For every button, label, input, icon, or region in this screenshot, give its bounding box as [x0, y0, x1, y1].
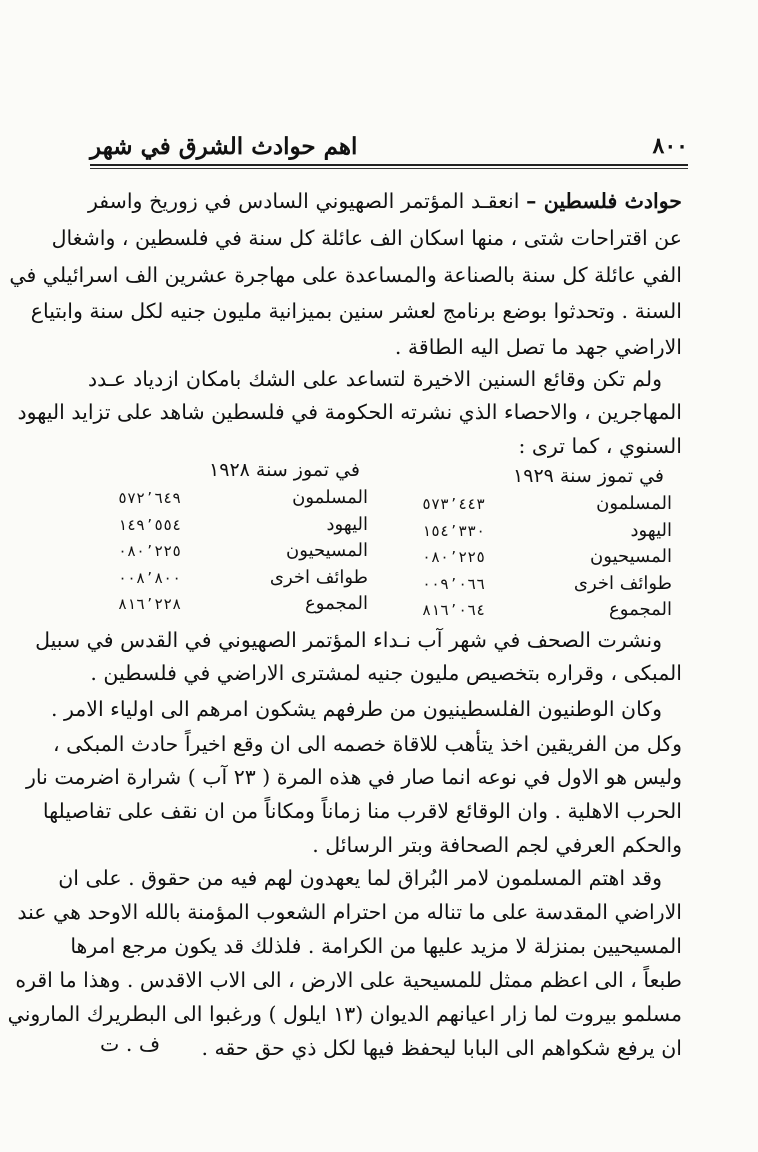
text-span: انعقـد المؤتمر الصهيوني السادس في زوريخ واسفر	[88, 189, 527, 213]
text-line: وليس هو الاول في نوعه انما صار في هذه المرة ( ٢٣ آب ) شرارة اضرمت نار	[25, 765, 682, 789]
text-line	[88, 183, 682, 219]
stat-row	[118, 538, 368, 565]
stat-row	[118, 485, 368, 512]
text-line: الفي عائلة كل سنة بالصناعة والمساعدة على مهاجرة عشرين الف اسرائيلي في	[9, 263, 682, 287]
text-line: الحرب الاهلية . وان الوقائع لاقرب منا زماناً ومكاناً من ان نقف على تفاصيلها	[42, 799, 682, 823]
header-rule-thin	[90, 168, 688, 169]
page-header	[90, 128, 688, 164]
stat-row	[422, 597, 672, 624]
text-line: وكان الوطنيون الفلسطينيون من طرفهم يشكون امرهم الى اولياء الامر .	[50, 697, 662, 721]
stat-value: ٠٨٠٬٢٢٥	[422, 548, 486, 566]
section-lead: حوادث فلسطين –	[526, 189, 682, 213]
stat-row	[422, 491, 672, 518]
stat-value: ٨١٦٬٠٦٤	[422, 601, 486, 619]
stat-row	[422, 544, 672, 571]
stat-row	[118, 512, 368, 539]
text-line: ونشرت الصحف في شهر آب نـداء المؤتمر الصهيوني في القدس في سبيل	[35, 628, 662, 652]
stat-value: ١٥٤٬٣٣٠	[422, 521, 486, 540]
text-line: مسلمو بيروت لما زار اعيانهم الديوان (١٣ ايلول ) ورغبوا الى البطريرك الماروني	[7, 1002, 682, 1026]
stat-row	[422, 571, 672, 598]
stat-label: طوائف اخرى	[573, 572, 672, 594]
stat-label: المجموع	[305, 593, 368, 614]
stat-label: اليهود	[630, 519, 672, 541]
population-statistics	[118, 455, 672, 620]
text-line: عن اقتراحات شتى ، منها اسكان الف عائلة كل سنة في فلسطين ، واشغال	[51, 226, 682, 250]
text-line: الاراضي المقدسة على ما تناله من احترام الشعوب المؤمنة بالله الاوحد هي عند	[17, 900, 682, 924]
stat-row	[422, 518, 672, 545]
text-line: المهاجرين ، والاحصاء الذي نشرته الحكومة في فلسطين شاهد على تزايد اليهود	[17, 400, 682, 424]
page-number: ٨٠٠	[652, 133, 688, 159]
text-line: المبكى ، وقراره بتخصيص مليون جنيه لمشترى الاراضي في فلسطين .	[90, 661, 682, 685]
header-rule	[90, 164, 688, 166]
running-title: اهم حوادث الشرق في شهر	[90, 132, 358, 160]
stat-row	[118, 565, 368, 592]
stat-row	[118, 591, 368, 618]
text-line: السنة . وتحدثوا بوضع برنامج لعشر سنين بميزانية مليون جنيه لكل سنة وابتياع	[30, 299, 682, 323]
stat-value: ٥٧٣٬٤٤٣	[422, 495, 486, 513]
text-line: السنوي ، كما ترى :	[518, 434, 682, 458]
stats-heading: في تموز سنة ١٩٢٩	[513, 465, 664, 487]
stat-value: ٨١٦٬٢٢٨	[118, 595, 182, 613]
stat-label: اليهود	[326, 513, 368, 535]
stat-label: طوائف اخرى	[269, 566, 368, 588]
stat-label: المسلمون	[292, 487, 368, 508]
text-line: المسيحيين بمنزلة لا مزيد عليها من الكرامة . فلذلك قد يكون مرجع امرها	[70, 934, 682, 958]
text-line: وكل من الفريقين اخذ يتأهب للاقاة خصمه الى ان وقع اخيراً حادث المبكى ،	[52, 732, 682, 756]
text-line: ولم تكن وقائع السنين الاخيرة لتساعد على الشك بامكان ازدياد عـدد	[88, 367, 662, 391]
stat-value: ٠٠٨٬٨٠٠	[118, 568, 182, 587]
text-line: والحكم العرفي لجم الصحافة وبتر الرسائل .	[312, 833, 682, 857]
stat-label: المسلمون	[596, 493, 672, 514]
stat-label: المسيحيون	[590, 546, 672, 567]
stat-label: المجموع	[609, 599, 672, 620]
text-line: الاراضي جهد ما تصل اليه الطاقة .	[394, 335, 682, 359]
text-line: وقد اهتم المسلمون لامر البُراق لما يعهدون لهم فيه من حقوق . على ان	[58, 866, 662, 890]
author-initials: ف . ت	[100, 1032, 161, 1056]
stats-1928	[118, 455, 368, 620]
stat-value: ٠٨٠٬٢٢٥	[118, 542, 182, 560]
stat-label: المسيحيون	[286, 540, 368, 561]
stat-value: ٥٧٢٬٦٤٩	[118, 489, 182, 507]
text-line: طبعاً ، الى اعظم ممثل للمسيحية على الارض ، الى الاب الاقدس . وهذا ما اقره	[15, 968, 682, 992]
stat-value: ١٤٩٬٥٥٤	[118, 515, 182, 534]
stat-value: ٠٠٩٬٠٦٦	[422, 574, 486, 593]
stats-1929	[422, 455, 672, 620]
text-line: ان يرفع شكواهم الى البابا ليحفظ فيها لكل ذي حق حقه .	[201, 1036, 682, 1060]
stats-heading: في تموز سنة ١٩٢٨	[209, 459, 360, 481]
